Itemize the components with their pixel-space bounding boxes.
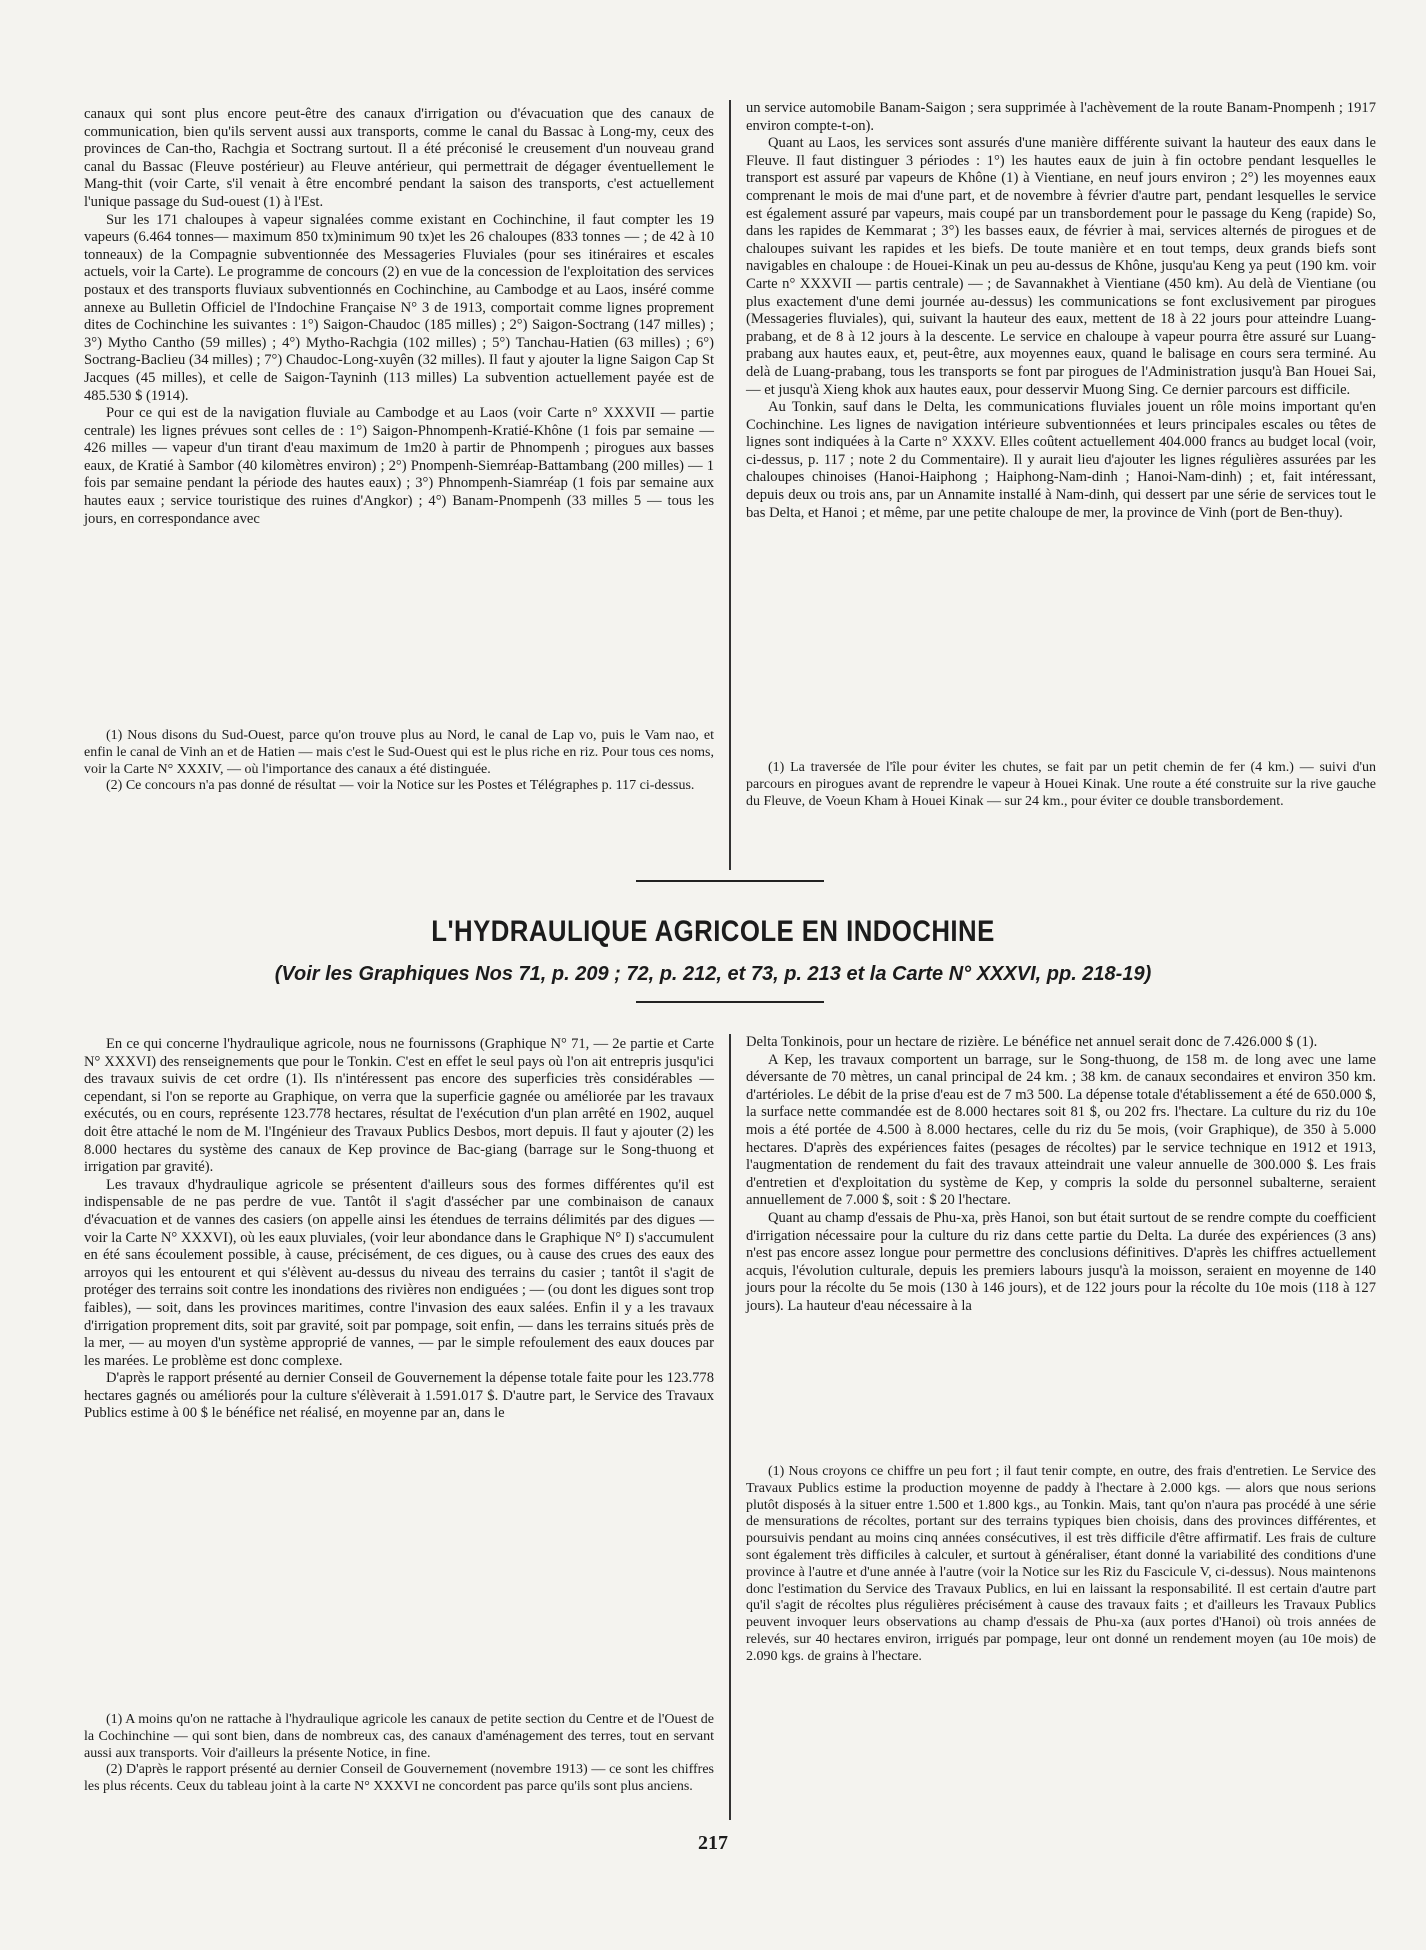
bottom-right-column [746,1034,1376,1316]
paragraph: Quant au champ d'essais de Phu-xa, près Hanoi, son but était surtout de se rendre compte du coefficient d'irrigation nécessaire pour la culture du riz dans cette partie du Delta. La durée des expériences (3 ans) n'est pas encore assez longue pour permettre des conclusions définitives. D'après les chiffres actuellement acquis, l'évolution culturale, depuis les premiers labours jusqu'à la moisson, seraient en moyenne de 140 jours pour la récolte du 5e mois (130 à 146 jours), et de 122 jours pour la récolte du 10e mois (118 à 127 jours). La hauteur d'eau nécessaire à la [746,1209,1376,1314]
footnote: (1) A moins qu'on ne rattache à l'hydraulique agricole les canaux de petite section du Centre et de l'Ouest de la Cochinchine — qui sont bien, dans de nombreux cas, des canaux d'aménagement des terres, tout en servant aussi aux transports. Voir d'ailleurs la présente Notice, in fine. [84,1712,714,1761]
bottom-left-column [84,1036,714,1423]
heading-rule-top [636,880,824,882]
paragraph: Au Tonkin, sauf dans le Delta, les communications fluviales jouent un rôle moins important qu'en Cochinchine. Les lignes de navigation intérieure subventionnées et leurs principales escales ou têtes de lignes sont indiquées à la Carte n° XXXV. Elles coûtent actuellement 404.000 francs au budget local (voir, ci-dessus, p. 117 ; note 2 du Commentaire). Il y aurait lieu d'ajouter les lignes régulières assurées par les chaloupes chinoises (Hanoi-Haiphong ; Haiphong-Nam-dinh ; Hanoi-Nam-dinh) ; et, fait intéressant, depuis deux ou trois ans, par un Annamite installé à Nam-dinh, qui dessert par une série de services tout le bas Delta, et Hanoi ; et même, par une petite chaloupe de mer, la province de Vinh (port de Ben-thuy). [746,399,1376,521]
bottom-right-footnotes [746,1464,1376,1666]
footnote: (1) Nous croyons ce chiffre un peu fort ; il faut tenir compte, en outre, des frais d'entretien. Le Service des Travaux Publics estime la production moyenne de paddy à l'hectare à 2.000 kgs. — alors que nous serions plutôt disposés à la situer entre 1.500 et 1.800 kgs., au Tonkin. Mais, tant qu'on n'aura pas procédé à une série de mensurations de récoltes, portant sur des terrains typiques bien choisis, dans des provinces différentes, et poursuivis pendant au moins cinq années consécutives, il est très difficile d'être affirmatif. Les frais de culture sont également très difficiles à calculer, et surtout à généraliser, étant donné la variabilité des conditions d'une province à l'autre et d'une année à l'autre (voir la Notice sur les Riz du Fascicule V, ci-dessus). Nous maintenons donc l'estimation du Service des Travaux Publics, en lui en laissant la responsabilité. Il est certain d'autre part qu'il s'agit de récoltes plus régulières précisément à cause des travaux faits ; et d'ailleurs les Travaux Publics peuvent invoquer leurs observations au champ d'essais de Phu-xa (aux portes d'Hanoi) où trois années de relevés, sur 40 hectares environ, irrigués par pompage, leur ont donné un rendement moyen (au 10e mois) de 2.090 kgs. de grains à l'hectare. [746,1464,1376,1664]
section-title: L'HYDRAULIQUE AGRICOLE EN INDOCHINE [431,915,995,948]
paragraph: En ce qui concerne l'hydraulique agricole, nous ne fournissons (Graphique N° 71, — 2e partie et Carte N° XXXVI) des renseignements que pour le Tonkin. C'est en effet le seul pays où l'on ait entrepris jusqu'ici des travaux suivis de cet ordre (1). Ils n'intéressent pas encore des superficies très considérables — cependant, si l'on se reporte au Graphique, on verra que la superficie gagnée ou améliorée par les travaux exécutés, ou en cours, représente 123.778 hectares, résultat de l'exécution d'un plan arrêté en 1902, auquel doit être attaché le nom de M. l'Ingénieur des Travaux Publics Desbos, mort depuis. Il faut y ajouter (2) les 8.000 hectares du système des canaux de Kep province de Bac-giang (barrage sur le Song-thuong et irrigation par gravité). [84,1036,714,1176]
column-divider [729,100,731,870]
paragraph: A Kep, les travaux comportent un barrage, sur le Song-thuong, de 158 m. de long avec une lame déversante de 70 mètres, un canal principal de 24 km. ; 38 km. de canaux secondaires et environ 350 km. d'artérioles. Le débit de la prise d'eau est de 7 m3 500. La dépense totale d'établissement a été de 650.000 $, la surface nette commandée est de 8.000 hectares soit 81 $, ou 202 frs. l'hectare. La culture du riz du 10e mois a été portée de 4.500 à 8.000 hectares, celle du riz du 5e mois, (voir Graphique), de 350 à 5.000 hectares. D'après des expériences faites (pesages de récoltes) par le service technique en 1912 et 1913, l'augmentation de rendement du fait des travaux atteindrait une valeur annuelle de 300.000 $. Les frais d'entretien et d'exploitation du système de Kep, y compris la solde du personnel subalterne, seraient annuellement de 7.000 $, soit : $ 20 l'hectare. [746,1051,1376,1209]
top-left-column [84,106,714,528]
top-left-footnotes [84,728,714,795]
page-number: 217 [698,1832,728,1854]
footnote: (2) D'après le rapport présenté au dernier Conseil de Gouvernement (novembre 1913) — ce sont les chiffres les plus récents. Ceux du tableau joint à la carte N° XXXVI ne concordent pas parce qu'ils sont plus anciens. [84,1762,714,1795]
paragraph: un service automobile Banam-Saigon ; sera supprimée à l'achèvement de la route Banam-Pnompenh ; 1917 environ compte-t-on). [746,100,1376,134]
top-right-footnotes [746,760,1376,810]
paragraph: Pour ce qui est de la navigation fluviale au Cambodge et au Laos (voir Carte n° XXXVII — partie centrale) les lignes prévues sont celles de : 1°) Saigon-Phnompenh-Kratié-Khône (1 fois par semaine — 426 milles — vapeur d'un tirant d'eau maximum de 1m20 à partir de Phnompenh ; pirogues aux basses eaux, de Kratié à Sambor (40 kilomètres environ) ; 2°) Pnompenh-Siemréap-Battambang (200 milles) — 1 fois par semaine pendant la période des hautes eaux) ; 3°) Phnompenh-Siamréap (1 fois par semaine aux hautes eaux ; service touristique des ruines d'Angkor) ; 4°) Banam-Pnompenh (33 milles 5 — tous les jours, en correspondance avec [84,405,714,527]
column-divider [729,1034,731,1820]
section-subtitle: (Voir les Graphiques Nos 71, p. 209 ; 72, p. 212, et 73, p. 213 et la Carte N° XXXVI, pp. 218-19) [274,963,1152,985]
paragraph: Sur les 171 chaloupes à vapeur signalées comme existant en Cochinchine, il faut compter les 19 vapeurs (6.464 tonnes— maximum 850 tx)minimum 90 tx)et les 26 chaloupes (833 tonnes — ; de 42 à 10 tonneaux) de la Compagnie subventionnée des Messageries Fluviales (pour ses itinéraires et escales actuels, voir la Carte). Le programme de concours (2) en vue de la concession de l'exploitation des services postaux et des transports fluviaux subventionnés en Cochinchine, au Cambodge et au Laos, inséré comme annexe au Bulletin Officiel de l'Indochine Française N° 3 de 1913, comportait comme lignes proprement dites de Cochinchine les suivantes : 1°) Saigon-Chaudoc (185 milles) ; 2°) Saigon-Soctrang (147 milles) ; 3°) Mytho Cantho (59 milles) ; 4°) Mytho-Rachgia (102 milles) ; 5°) Tanchau-Hatien (63 milles) ; 6°) Soctrang-Baclieu (34 milles) ; 7°) Chaudoc-Long-xuyên (32 milles). Il faut y ajouter la ligne Saigon Cap St Jacques (45 milles), et celle de Saigon-Tayninh (113 milles) La subvention actuellement payée est de 485.530 $ (1914). [84,211,714,404]
paragraph: Quant au Laos, les services sont assurés d'une manière différente suivant la hauteur des eaux dans le Fleuve. Il faut distinguer 3 périodes : 1°) les hautes eaux de juin à fin octobre pendant lesquelles le transport est assuré par vapeurs de Khône (1) à Vientiane, en neuf jours environ ; 2°) les moyennes eaux comprenant le mois de mai d'une part, et de novembre à février d'autre part, pendant lesquelles le service est également assuré par vapeurs, mais coupé par un transbordement pour le passage du Keng (rapide) So, dans les rapides de Kemmarat ; 3°) les basses eaux, de février à mai, services alternés de pirogues et de chaloupes suivant les rapides et les biefs. De toute manière et en tout temps, deux grands biefs sont navigables en chaloupe : de Houei-Kinak un peu au-dessus de Khône, jusqu'au Keng ya peut (190 km. voir Carte n° XXXVII — partis centrale) — ; de Savannakhet à Vientiane (450 km). Au delà de Vientiane (ou plus exactement d'une demi journée au-dessus) les communications se font exclusivement par pirogues (Messageries fluviales), qui, suivant la hauteur des eaux, mettent de 18 à 22 jours pour atteindre Luang-prabang, et de 8 à 12 jours à la descente. Le service en chaloupe à vapeur pourra être assuré sur Luang-prabang aux hautes eaux, et, peut-être, aux moyennes eaux, quand le balisage en cours sera terminé. Au delà de Luang-prabang, tous les transports se font par pirogues de l'Administration jusqu'à Ban Houei Sai, — et jusqu'à Xieng khok aux hautes eaux, pour desservir Muong Sing. Ce dernier parcours est difficile. [746,135,1376,398]
heading-rule-bottom [636,1001,824,1003]
bottom-left-footnotes [84,1712,714,1796]
paragraph: canaux qui sont plus encore peut-être des canaux d'irrigation ou d'évacuation que des canaux de communication, bien qu'ils servent aussi aux transports, comme le canal du Bassac à Long-my, ceux des provinces de Can-tho, Rachgia et Soctrang surtout. Il a été préconisé le creusement d'un nouveau grand canal du Bassac (Fleuve postérieur) au Fleuve antérieur, qui permettrait de dégager éventuellement le Mang-thit (voir Carte, s'il venait à être encombré pendant la saison des transports, c'est actuellement l'unique passage du Sud-ouest (1) à l'Est. [84,106,714,210]
paragraph: Les travaux d'hydraulique agricole se présentent d'ailleurs sous des formes différentes qu'il est indispensable de ne pas perdre de vue. Tantôt il s'agit d'assécher par une combinaison de canaux d'évacuation et de vannes des casiers (on appelle ainsi les étendues de terrains délimités par des digues — voir la Carte N° XXXVI), où les eaux pluviales, (voir leur abondance dans le Graphique N° I) s'accumulent en été sans écoulement possible, à cause, précisément, de ces digues, ou à cause des crues des eaux des arroyos qui les entourent et qui s'élèvent au-dessus du niveau des terrains du casier ; tantôt il s'agit de protéger des terrains soit contre les inondations des rivières non endiguées ; — (ou dont les digues sont trop faibles), — soit, dans les provinces maritimes, contre l'invasion des eaux salées. Enfin il y a les travaux d'irrigation proprement dits, soit par gravité, soit par pompage, soit enfin, — dans les terrains situés près de la mer, — au moyen d'un système approprié de vannes, — par le simple refoulement des eaux douces par les marées. Le problème est donc complexe. [84,1176,714,1369]
paragraph: D'après le rapport présenté au dernier Conseil de Gouvernement la dépense totale faite pour les 123.778 hectares gagnés ou améliorés pour la culture s'élèverait à 1.591.017 $. D'autre part, le Service des Travaux Publics estime à 00 $ le bénéfice net réalisé, en moyenne par an, dans le [84,1370,714,1422]
top-right-column [746,100,1376,522]
paragraph: Delta Tonkinois, pour un hectare de rizière. Le bénéfice net annuel serait donc de 7.426.000 $ (1). [746,1034,1318,1050]
footnote: (1) Nous disons du Sud-Ouest, parce qu'on trouve plus au Nord, le canal de Lap vo, puis le Vam nao, et enfin le canal de Vinh an et de Hatien — mais c'est le Sud-Ouest qui est le plus riche en riz. Pour tous ces noms, voir la Carte N° XXXIV, — où l'importance des canaux a été distinguée. [84,728,714,777]
footnote: (2) Ce concours n'a pas donné de résultat — voir la Notice sur les Postes et Télégraphes p. 117 ci-dessus. [106,778,695,794]
footnote: (1) La traversée de l'île pour éviter les chutes, se fait par un petit chemin de fer (4 km.) — suivi d'un parcours en pirogues avant de reprendre le vapeur à Houei Kinak. Une route a été construite sur la rive gauche du Fleuve, de Voeun Kham à Houei Kinak — sur 24 km., pour éviter ce double transbordement. [746,760,1376,809]
